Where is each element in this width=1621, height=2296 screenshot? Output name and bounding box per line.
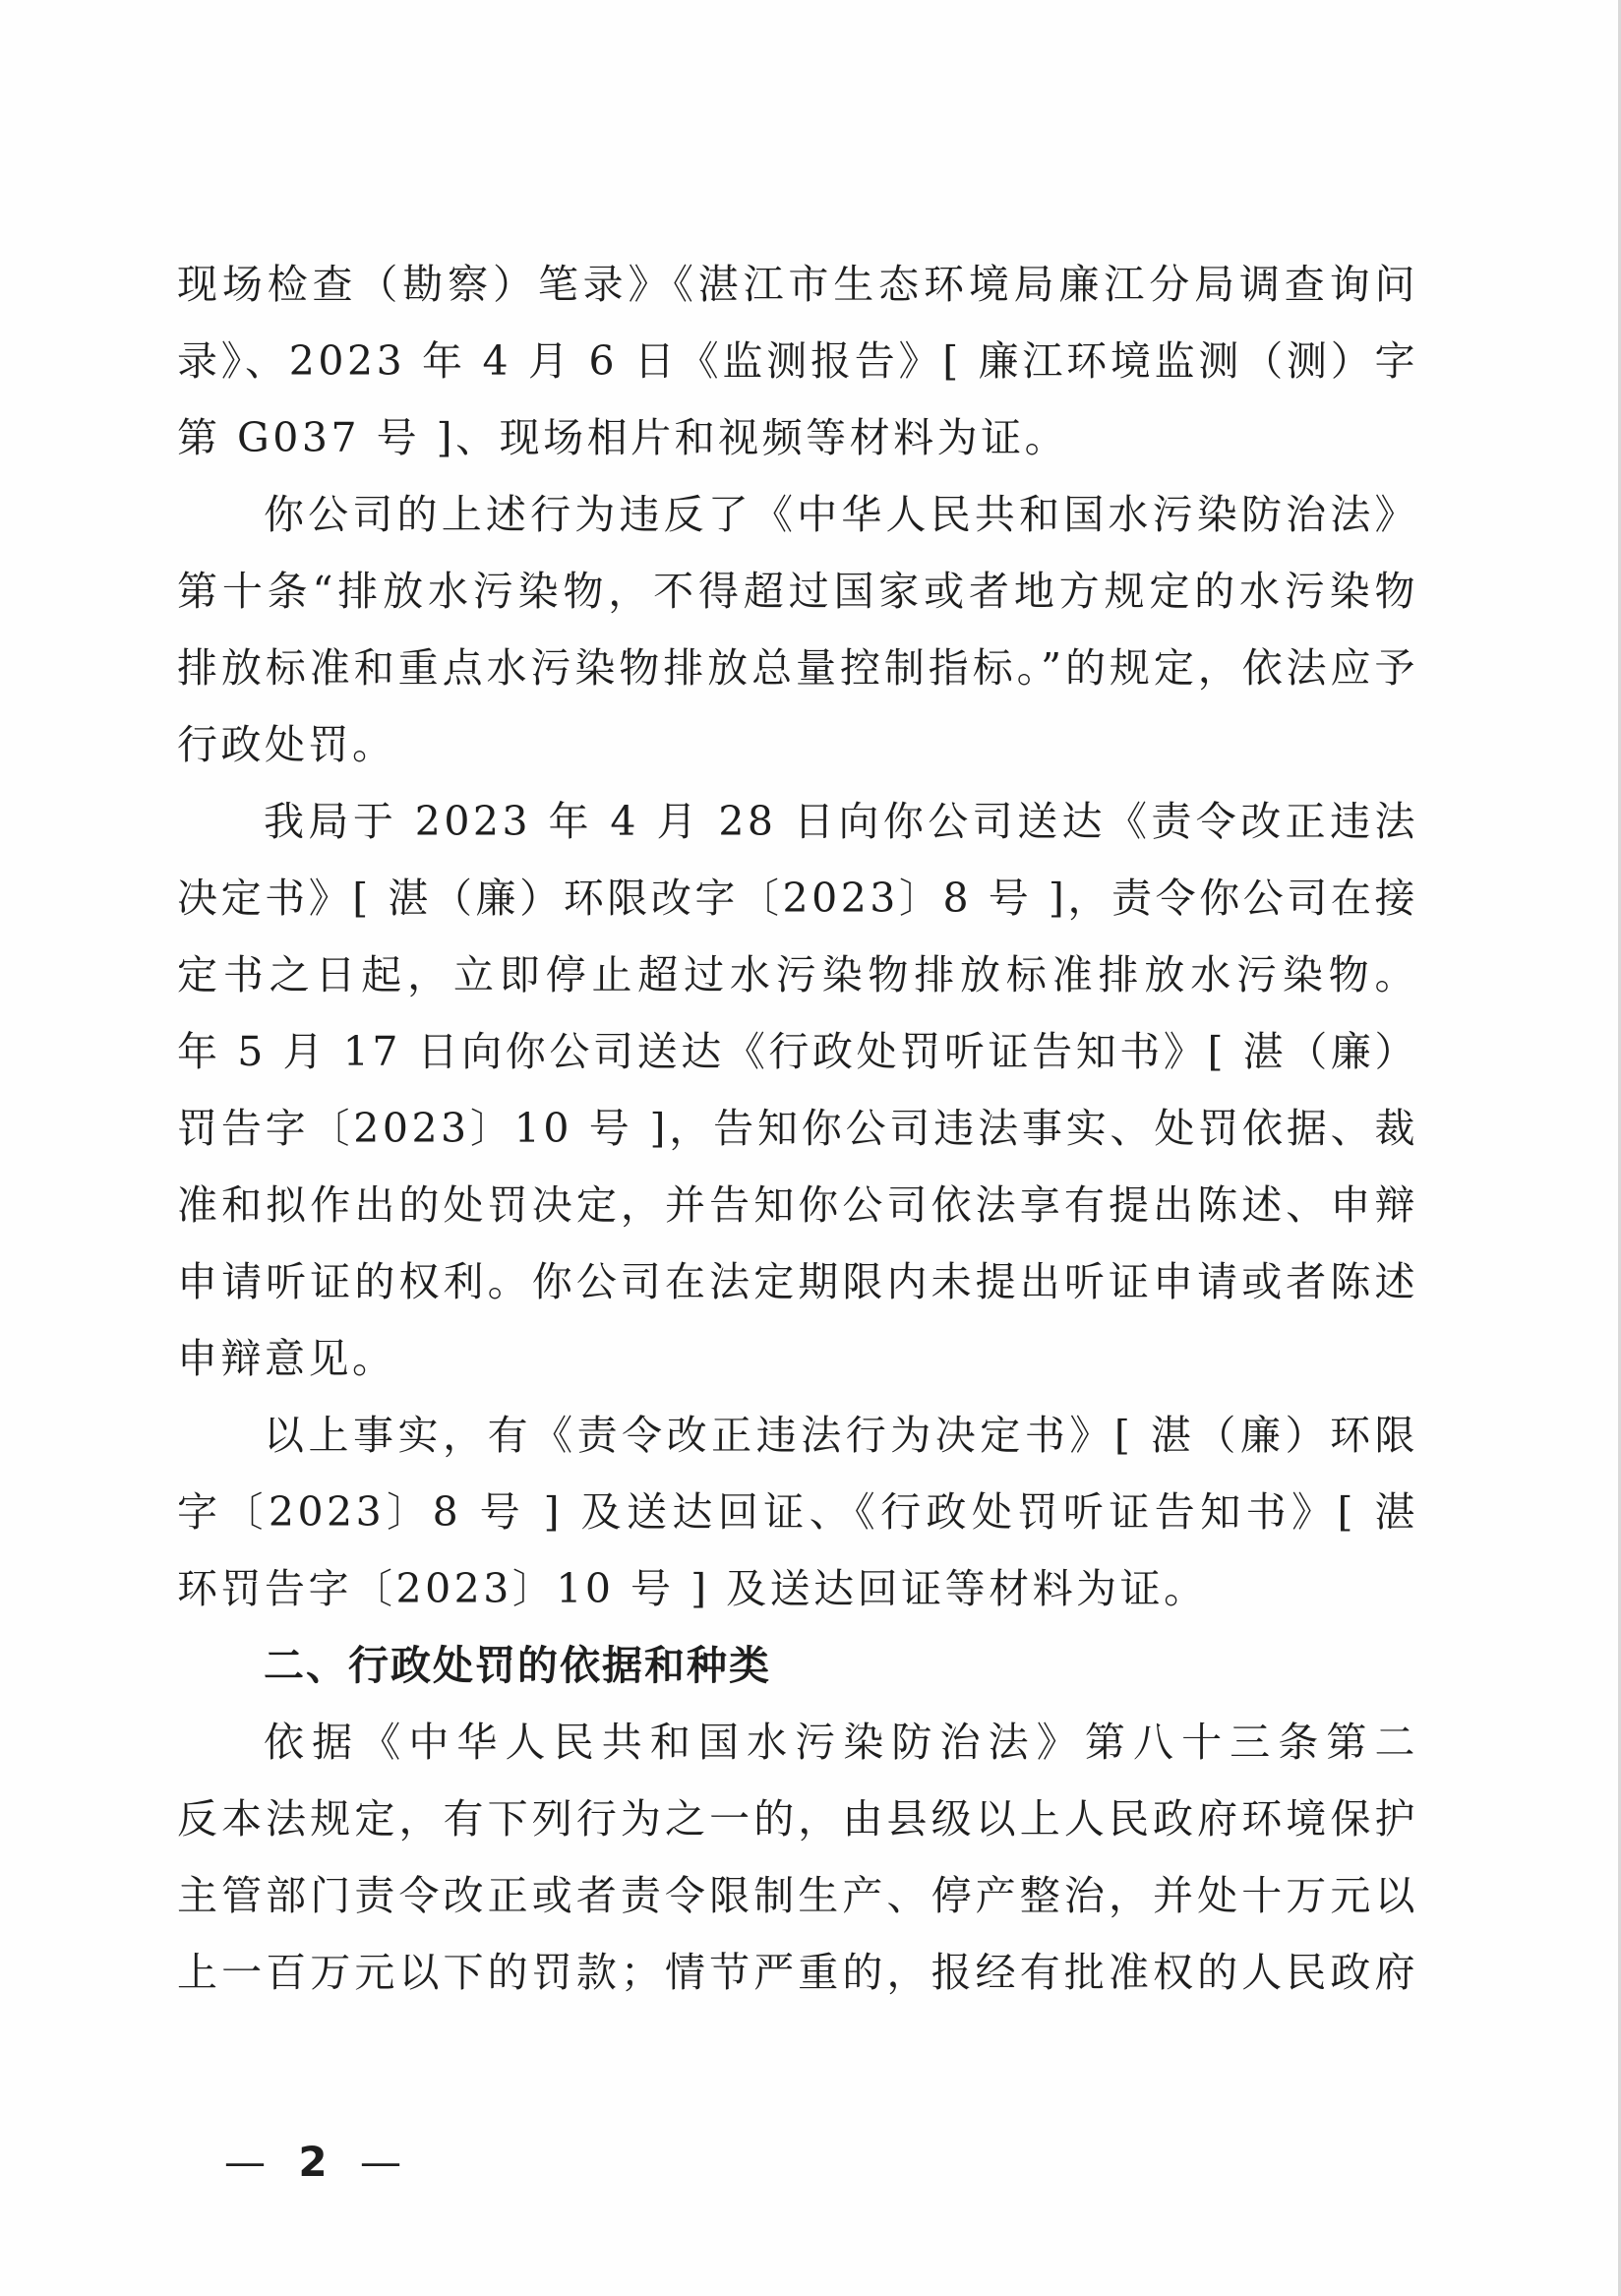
text-line: 上一百万元以下的罚款；情节严重的，报经有批准权的人民政府 bbox=[177, 1949, 1418, 1996]
document-body bbox=[177, 246, 1418, 2011]
page-number-dash-right: — bbox=[359, 2138, 411, 2186]
text-line: 第 G037 号 ]、现场相片和视频等材料为证。 bbox=[177, 414, 1069, 461]
text-line: 定书之日起，立即停止超过水污染物排放标准排放水污染物。 bbox=[177, 951, 1418, 998]
text-line: 现场检查（勘察）笔录》《湛江市生态环境局廉江分局调查询问 bbox=[177, 261, 1418, 308]
text-line: 行政处罚。 bbox=[177, 721, 396, 768]
paragraph-start: 以上事实，有《责令改正违法行为决定书》[ 湛（廉）环限 bbox=[264, 1412, 1418, 1459]
text-line: 申请听证的权利。你公司在法定期限内未提出听证申请或者陈述 bbox=[177, 1258, 1418, 1305]
text-line: 反本法规定，有下列行为之一的，由县级以上人民政府环境保护 bbox=[177, 1795, 1418, 1843]
text-line: 第十条“排放水污染物，不得超过国家或者地方规定的水污染物 bbox=[177, 568, 1418, 615]
text-line: 字〔2023〕8 号 ] 及送达回证、《行政处罚听证告知书》[ 湛 bbox=[177, 1488, 1418, 1536]
text-line: 准和拟作出的处罚决定，并告知你公司依法享有提出陈述、申辩 bbox=[177, 1181, 1418, 1229]
text-line: 环罚告字〔2023〕10 号 ] 及送达回证等材料为证。 bbox=[177, 1565, 1208, 1612]
page-number-value: 2 bbox=[298, 2138, 337, 2186]
page-number bbox=[224, 2135, 411, 2190]
text-line: 年 5 月 17 日向你公司送达《行政处罚听证告知书》[ 湛（廉） bbox=[177, 1028, 1418, 1075]
text-line: 决定书》[ 湛（廉）环限改字〔2023〕8 号 ]，责令你公司在接 bbox=[177, 875, 1418, 922]
paragraph-start: 我局于 2023 年 4 月 28 日向你公司送达《责令改正违法 bbox=[264, 798, 1418, 845]
page-number-dash-left: — bbox=[224, 2138, 275, 2186]
paragraph-start: 你公司的上述行为违反了《中华人民共和国水污染防治法》 bbox=[264, 491, 1418, 538]
text-line: 主管部门责令改正或者责令限制生产、停产整治，并处十万元以 bbox=[177, 1872, 1418, 1919]
section-heading: 二、行政处罚的依据和种类 bbox=[264, 1642, 771, 1689]
text-line: 排放标准和重点水污染物排放总量控制指标。”的规定，依法应予 bbox=[177, 644, 1418, 692]
text-line: 罚告字〔2023〕10 号 ]，告知你公司违法事实、处罚依据、裁 bbox=[177, 1105, 1418, 1152]
text-line: 录》、2023 年 4 月 6 日《监测报告》[ 廉江环境监测（测）字 bbox=[177, 337, 1418, 385]
paragraph-start: 依据《中华人民共和国水污染防治法》第八十三条第二 bbox=[264, 1719, 1418, 1766]
text-line: 申辩意见。 bbox=[177, 1335, 396, 1382]
